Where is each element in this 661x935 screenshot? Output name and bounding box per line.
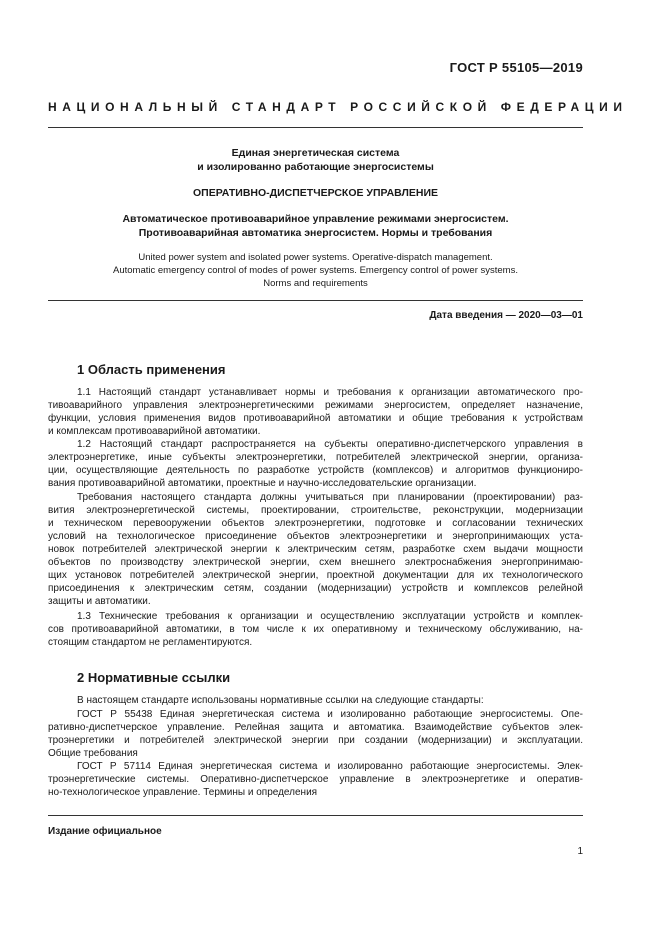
text-line: тивоаварийного управления электроэнергетическими режимами энергосистем, определяет назначение, bbox=[48, 400, 583, 411]
national-standard-title: НАЦИОНАЛЬНЫЙ СТАНДАРТ РОССИЙСКОЙ ФЕДЕРАЦИИ bbox=[48, 100, 628, 114]
section-1-heading: 1 Область применения bbox=[77, 362, 226, 377]
footer-rule bbox=[48, 815, 583, 816]
text-line: ГОСТ Р 57114 Единая энергетическая система и изолированно работающие энергосистемы. Элек- bbox=[77, 761, 583, 772]
text-line: ративно-диспетчерское управление. Релейная защита и автоматика. Взаимодействие субъектов элек- bbox=[48, 722, 583, 733]
section-2-reference-57114 bbox=[48, 760, 583, 799]
text-line: 1.3 Технические требования к организации и осуществлению эксплуатации устройств и комплек- bbox=[77, 611, 583, 622]
text-line: троэнергетики и потребителей электрической энергии при создании (модернизации) и эксплуатации. bbox=[48, 735, 583, 746]
title-rule bbox=[48, 300, 583, 301]
text-line: присоединения к электрическим сетям, создании (модернизации) устройств и комплексов релейной bbox=[48, 583, 583, 594]
text-line: вания противоаварийной автоматики, проектные и научно-исследовательские организации. bbox=[48, 478, 477, 489]
text-line: ГОСТ Р 55438 Единая энергетическая система и изолированно работающие энергосистемы. Опе- bbox=[77, 709, 583, 720]
main-title: ОПЕРАТИВНО-ДИСПЕТЧЕРСКОЕ УПРАВЛЕНИЕ bbox=[193, 187, 438, 199]
text-line: и техническом перевооружении объектов электроэнергетики, подготовке и согласовании технических bbox=[48, 518, 583, 529]
text-line: новок потребителей электрической энергии к электрическим сетям, разработке схем выдачи мощности bbox=[48, 544, 583, 555]
text-line: щих установок потребителей электрической энергии, проектной документации для их технологического bbox=[48, 570, 583, 581]
section-1-paragraph-2 bbox=[48, 438, 583, 490]
subtitle-line: Противоаварийная автоматика энергосистем. Нормы и требования bbox=[138, 227, 493, 239]
english-title bbox=[48, 251, 583, 290]
section-2-heading: 2 Нормативные ссылки bbox=[77, 670, 231, 685]
section-1-paragraph-1 bbox=[48, 386, 583, 438]
section-2-reference-55438 bbox=[48, 708, 583, 760]
intro-date: Дата введения — 2020—03—01 bbox=[429, 310, 583, 321]
text-line: вития электроэнергетической системы, проектировании, строительстве, реконструкции, модернизации bbox=[48, 505, 583, 516]
text-line: сов противоаварийной автоматики, в том числе к их оперативному и техническому обслуживанию, на- bbox=[48, 624, 583, 635]
text-line: объектов по производству электрической энергии, схем внешнего электроснабжения энергопринимаю- bbox=[48, 557, 583, 568]
page-number: 1 bbox=[577, 846, 583, 857]
text-line: но-технологическое управление. Термины и определения bbox=[48, 787, 318, 798]
english-title-line: United power system and isolated power systems. Operative-dispatch management. bbox=[138, 252, 493, 263]
official-edition-note: Издание официальное bbox=[48, 826, 162, 837]
text-line: условий на технологическое присоединение объектов электроэнергетики и энергопринимающих уста- bbox=[48, 531, 583, 542]
standard-number: ГОСТ Р 55105—2019 bbox=[449, 60, 583, 75]
text-line: и комплексам противоаварийной автоматики. bbox=[48, 426, 261, 437]
system-title-line: Единая энергетическая система bbox=[231, 147, 400, 159]
text-line: троэнергетические системы. Оперативно-диспетчерское управление в электроэнергетике и оператив- bbox=[48, 774, 583, 785]
section-2-paragraph-1 bbox=[48, 694, 583, 707]
text-line: Общие требования bbox=[48, 748, 138, 759]
text-line: электроэнергетике, иные субъекты электроэнергетики, потребителей электрической энергии, организа- bbox=[48, 452, 583, 463]
section-1-paragraph-3 bbox=[48, 491, 583, 608]
text-line: 1.1 Настоящий стандарт устанавливает нормы и требования к организации автоматического про- bbox=[77, 387, 583, 398]
text-line: ции, осуществляющие деятельность по разработке устройств (комплексов) и алгоритмов функциониро- bbox=[48, 465, 583, 476]
text-line: 1.2 Настоящий стандарт распространяется на субъекты оперативно-диспетчерского управления в bbox=[77, 439, 583, 450]
text-line: В настоящем стандарте использованы нормативные ссылки на следующие стандарты: bbox=[77, 695, 484, 706]
english-title-line: Automatic emergency control of modes of power systems. Emergency control of power systems. bbox=[113, 265, 518, 276]
system-title bbox=[48, 146, 583, 174]
subtitle bbox=[48, 212, 583, 240]
section-1-paragraph-4 bbox=[48, 610, 583, 649]
text-line: функции, условия применения видов противоаварийной автоматики и общие требования к устройствам bbox=[48, 413, 583, 424]
header-rule bbox=[48, 127, 583, 128]
subtitle-line: Автоматическое противоаварийное управление режимами энергосистем. bbox=[122, 213, 509, 225]
text-line: стоящим стандартом не регламентируются. bbox=[48, 637, 253, 648]
system-title-line: и изолированно работающие энергосистемы bbox=[197, 161, 434, 173]
text-line: Требования настоящего стандарта должны учитываться при планировании (проектировании) раз- bbox=[77, 492, 583, 503]
text-line: защиты и автоматики. bbox=[48, 596, 151, 607]
english-title-line: Norms and requirements bbox=[263, 278, 368, 289]
